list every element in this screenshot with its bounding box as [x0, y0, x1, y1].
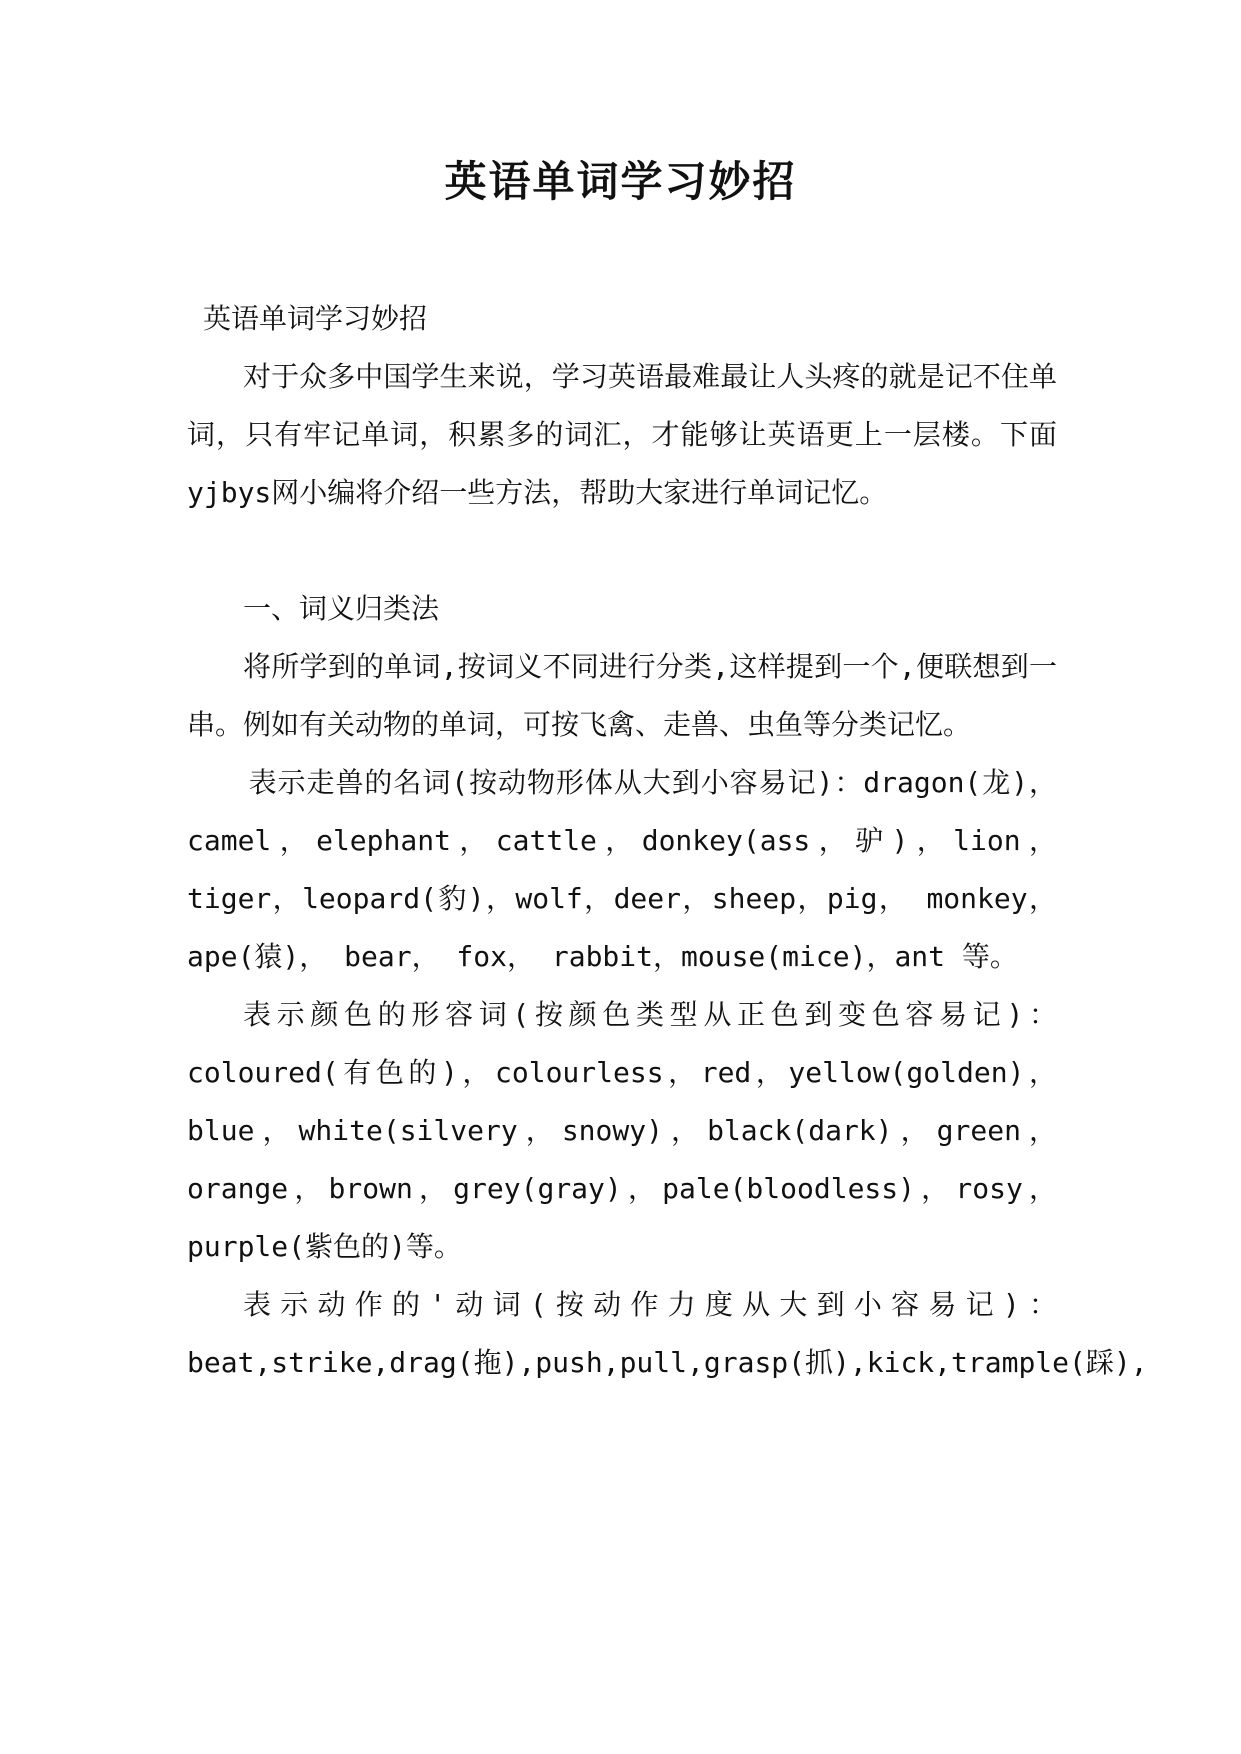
actions-paragraph: 表示动作的'动词(按动作力度从大到小容易记)：beat,strike,drag(拖),push,pull,grasp(抓),kick,trample(踩),	[187, 1288, 1148, 1379]
paragraph-spacer	[187, 522, 1057, 580]
document-subtitle: 英语单词学习妙招	[203, 302, 428, 335]
intro-paragraph: 对于众多中国学生来说，学习英语最难最让人头疼的就是记不住单词，只有牢记单词，积累多的词汇，才能够让英语更上一层楼。下面yjbys网小编将介绍一些方法，帮助大家进行单词记忆。	[187, 360, 1057, 509]
document-body	[187, 290, 1148, 1392]
section-paragraph: 将所学到的单词,按词义不同进行分类,这样提到一个,便联想到一串。例如有关动物的单词，可按飞禽、走兽、虫鱼等分类记忆。	[187, 650, 1057, 741]
section-heading: 一、词义归类法	[243, 592, 440, 625]
document-title: 英语单词学习妙招	[444, 157, 797, 206]
colors-paragraph: 表示颜色的形容词(按颜色类型从正色到变色容易记)：coloured(有色的)，colourless，red，yellow(golden)，blue，white(silvery，snowy)，black(dark)，green，orange，brown，grey(gray)，pale(bloodless)，rosy，purple(紫色的)等。	[187, 998, 1057, 1263]
animals-paragraph: 表示走兽的名词(按动物形体从大到小容易记)：dragon(龙)，camel，elephant，cattle，donkey(ass，驴)，lion，tiger，leopard(豹)，wolf，deer，sheep，pig， monkey， ape(猿)， bear， fox， rabbit，mouse(mice)，ant 等。	[187, 766, 1057, 973]
